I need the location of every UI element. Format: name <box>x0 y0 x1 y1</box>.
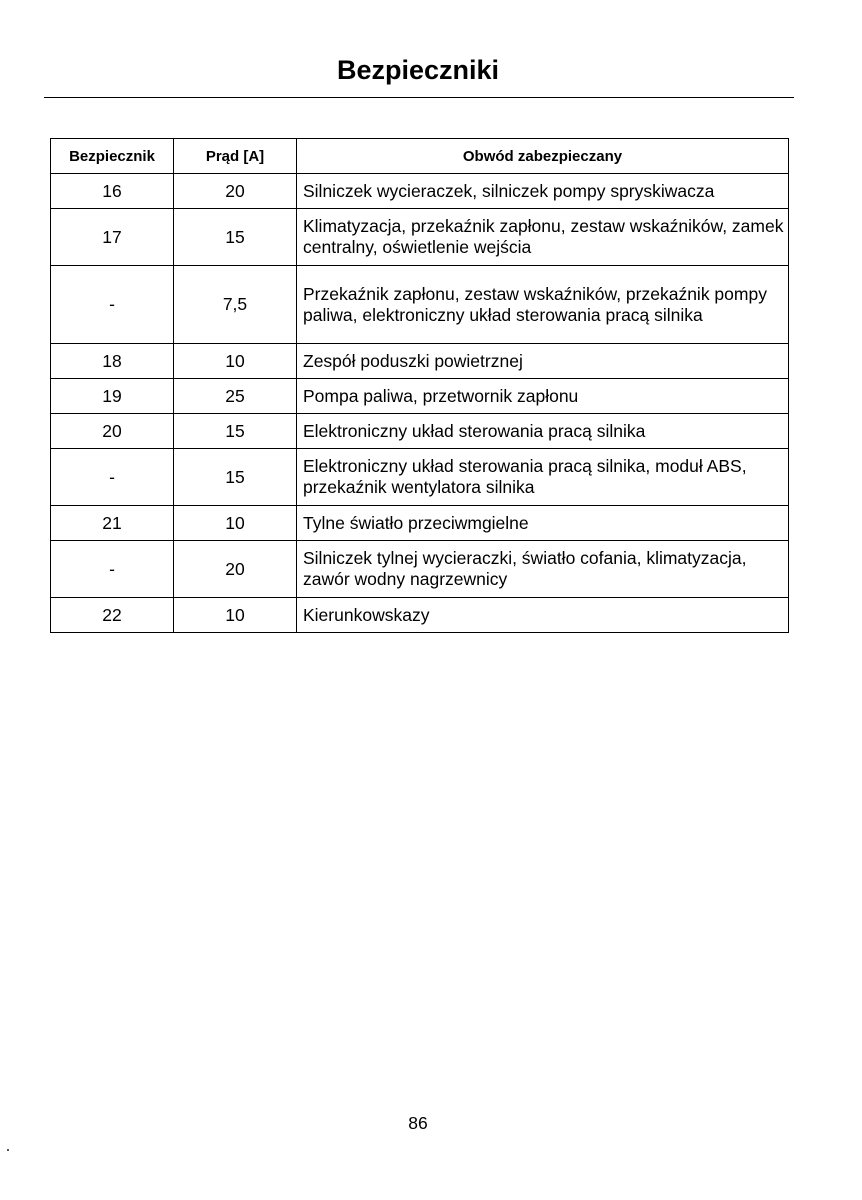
page-number: 86 <box>408 1113 428 1133</box>
fuse-cell: - <box>51 449 174 506</box>
table-row <box>51 414 789 449</box>
current-cell: 15 <box>174 414 297 449</box>
current-cell: 15 <box>174 449 297 506</box>
page-title: Bezpieczniki <box>336 55 500 85</box>
table-header-row <box>51 139 789 174</box>
table-row <box>51 379 789 414</box>
fuse-cell: 20 <box>51 414 174 449</box>
header-current: Prąd [A] <box>174 139 297 174</box>
circuit-cell: Kierunkowskazy <box>297 598 789 633</box>
header-fuse: Bezpiecznik <box>51 139 174 174</box>
fuse-cell: - <box>51 541 174 598</box>
table-row <box>51 598 789 633</box>
circuit-cell: Klimatyzacja, przekaźnik zapłonu, zestaw wskaźników, zamek centralny, oświetlenie wejścia <box>297 209 789 266</box>
circuit-cell: Elektroniczny układ sterowania pracą silnika, moduł ABS, przekaźnik wentylatora silnika <box>297 449 789 506</box>
table-row <box>51 449 789 506</box>
current-cell: 10 <box>174 344 297 379</box>
circuit-cell: Elektroniczny układ sterowania pracą silnika <box>297 414 789 449</box>
fuse-table <box>50 138 789 633</box>
circuit-cell: Tylne światło przeciwmgielne <box>297 506 789 541</box>
header-circuit: Obwód zabezpieczany <box>297 139 789 174</box>
fuse-cell: 17 <box>51 209 174 266</box>
fuse-cell: 21 <box>51 506 174 541</box>
table-row <box>51 506 789 541</box>
scan-speck <box>7 1149 9 1151</box>
table-row <box>51 344 789 379</box>
fuse-cell: - <box>51 266 174 344</box>
fuse-cell: 22 <box>51 598 174 633</box>
circuit-cell: Pompa paliwa, przetwornik zapłonu <box>297 379 789 414</box>
current-cell: 20 <box>174 541 297 598</box>
current-cell: 15 <box>174 209 297 266</box>
table-row <box>51 209 789 266</box>
circuit-cell: Silniczek wycieraczek, silniczek pompy spryskiwacza <box>297 174 789 209</box>
table-row <box>51 541 789 598</box>
current-cell: 10 <box>174 598 297 633</box>
current-cell: 10 <box>174 506 297 541</box>
current-cell: 25 <box>174 379 297 414</box>
fuse-cell: 19 <box>51 379 174 414</box>
circuit-cell: Przekaźnik zapłonu, zestaw wskaźników, przekaźnik pompy paliwa, elektroniczny układ sterowania pracą silnika <box>297 266 789 344</box>
table-row <box>51 266 789 344</box>
circuit-cell: Silniczek tylnej wycieraczki, światło cofania, klimatyzacja, zawór wodny nagrzewnicy <box>297 541 789 598</box>
table-row <box>51 174 789 209</box>
current-cell: 7,5 <box>174 266 297 344</box>
fuse-cell: 16 <box>51 174 174 209</box>
fuse-cell: 18 <box>51 344 174 379</box>
current-cell: 20 <box>174 174 297 209</box>
circuit-cell: Zespół poduszki powietrznej <box>297 344 789 379</box>
title-divider <box>44 97 794 98</box>
